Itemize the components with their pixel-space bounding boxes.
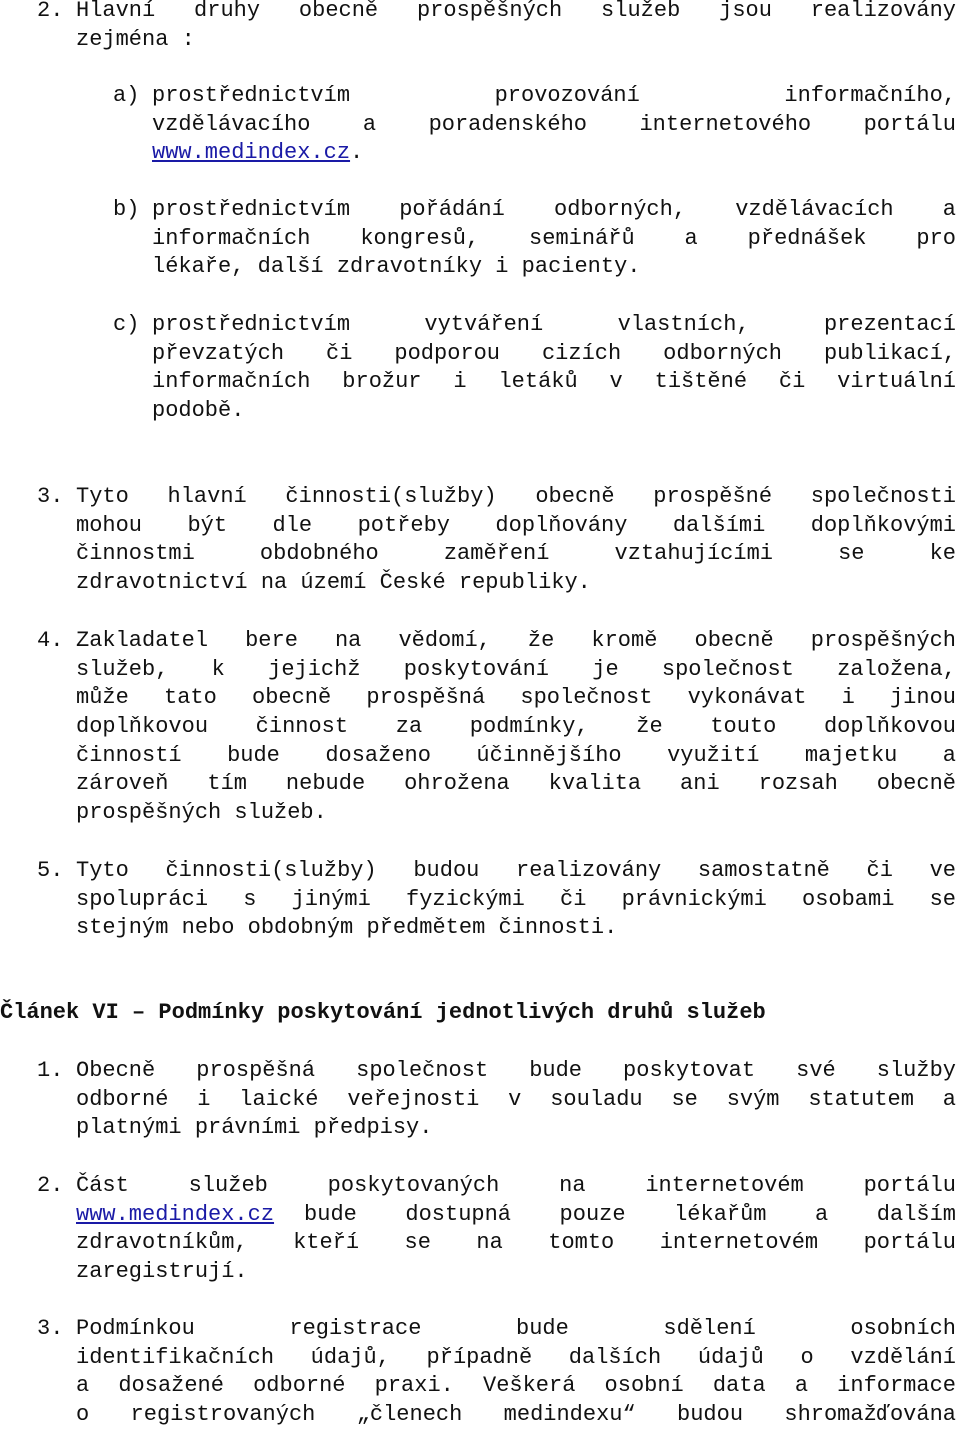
paragraph-line [76, 1201, 956, 1230]
paragraph-line: platnými právními předpisy. [76, 1115, 433, 1141]
sub-item-b [0, 196, 956, 284]
list-item-5 [0, 857, 956, 945]
sub-item-a [0, 82, 956, 170]
paragraph-line: Obecně prospěšná společnost bude poskytovat své služby [76, 1058, 956, 1083]
paragraph-line: prostřednictvím pořádání odborných, vzdělávacích a [152, 197, 956, 222]
item-number: 2. [37, 1173, 64, 1198]
paragraph-line: prostřednictvím provozování informačního, [152, 83, 956, 108]
sub-item-c [0, 311, 956, 427]
list-item-4 [0, 627, 956, 829]
article-vi-item-1 [0, 1057, 956, 1145]
list-item-3 [0, 483, 956, 599]
list-item-2 [0, 0, 956, 55]
paragraph-line: vzdělávacího a poradenského internetového portálu [152, 111, 956, 137]
paragraph-line: stejným nebo obdobným předmětem činnosti. [76, 915, 618, 941]
paragraph-line: může tato obecně prospěšná společnost vykonávat i jinou [76, 685, 956, 711]
paragraph-line: Část služeb poskytovaných na internetovém portálu [76, 1173, 956, 1198]
paragraph-line: Tyto činnosti(služby) budou realizovány samostatně či ve [76, 858, 956, 883]
item-number: 3. [37, 1316, 64, 1341]
paragraph-line: zdravotníkům, kteří se na tomto internetovém portálu [76, 1230, 956, 1256]
article-vi-item-3 [0, 1315, 956, 1431]
paragraph-line: podobě. [152, 398, 245, 424]
paragraph-line: Zakladatel bere na vědomí, že kromě obecně prospěšných [76, 628, 956, 653]
paragraph-line: prostřednictvím vytváření vlastních, prezentací [152, 312, 956, 337]
paragraph-line: mohou být dle potřeby doplňovány dalšími doplňkovými [76, 512, 956, 538]
article-heading: Článek VI – Podmínky poskytování jednotlivých druhů služeb [0, 1000, 766, 1025]
paragraph-line: převzatých či podporou cizích odborných publikací, [152, 340, 956, 366]
paragraph-line: služeb, k jejichž poskytování je společnost založena, [76, 656, 956, 682]
paragraph-line: Hlavní druhy obecně prospěšných služeb jsou realizovány [76, 0, 956, 23]
sub-item-label: b) [113, 197, 140, 222]
paragraph-line: doplňkovou činnost za podmínky, že touto doplňkovou [76, 714, 956, 740]
paragraph-line: zaregistrují. [76, 1259, 248, 1285]
paragraph-line: lékaře, další zdravotníky i pacienty. [152, 254, 641, 280]
punctuation: . [350, 140, 364, 166]
paragraph-line: prospěšných služeb. [76, 800, 327, 826]
item-number: 2. [37, 0, 64, 23]
paragraph-line: Podmínkou registrace bude sdělení osobních [76, 1316, 956, 1341]
paragraph-line: zároveň tím nebude ohrožena kvalita ani rozsah obecně [76, 771, 956, 797]
paragraph-line: informačních brožur i letáků v tištěné či virtuální [152, 369, 956, 395]
paragraph-line: Tyto hlavní činnosti(služby) obecně prospěšné společnosti [76, 484, 956, 509]
paragraph-line: činností bude dosaženo účinnějšího využití majetku a [76, 742, 956, 768]
item-number: 5. [37, 858, 64, 883]
paragraph-line: a dosažené odborné praxi. Veškerá osobní data a informace [76, 1373, 956, 1399]
paragraph-line: zejména : [76, 26, 195, 52]
paragraph-line: informačních kongresů, seminářů a přednášek pro [152, 225, 956, 251]
item-number: 4. [37, 628, 64, 653]
sub-item-label: c) [113, 312, 140, 337]
paragraph-line [152, 139, 956, 168]
line-text: bude dostupná pouze lékařům a dalším [304, 1201, 956, 1227]
paragraph-line: spolupráci s jinými fyzickými či právnickými osobami se [76, 886, 956, 912]
sub-item-label: a) [113, 83, 140, 108]
paragraph-line: zdravotnictví na území České republiky. [76, 570, 591, 596]
paragraph-line: o registrovaných „členech medindexu“ budou shromažďována [76, 1402, 956, 1428]
medindex-link[interactable]: www.medindex.cz [152, 140, 351, 166]
paragraph-line: činnostmi obdobného zaměření vztahujícími se ke [76, 541, 956, 567]
item-number: 1. [37, 1058, 64, 1083]
article-vi-item-2 [0, 1172, 956, 1288]
item-number: 3. [37, 484, 64, 509]
paragraph-line: odborné i laické veřejnosti v souladu se svým statutem a [76, 1086, 956, 1112]
paragraph-line: identifikačních údajů, případně dalších údajů o vzdělání [76, 1344, 956, 1370]
medindex-link[interactable]: www.medindex.cz [76, 1201, 275, 1227]
